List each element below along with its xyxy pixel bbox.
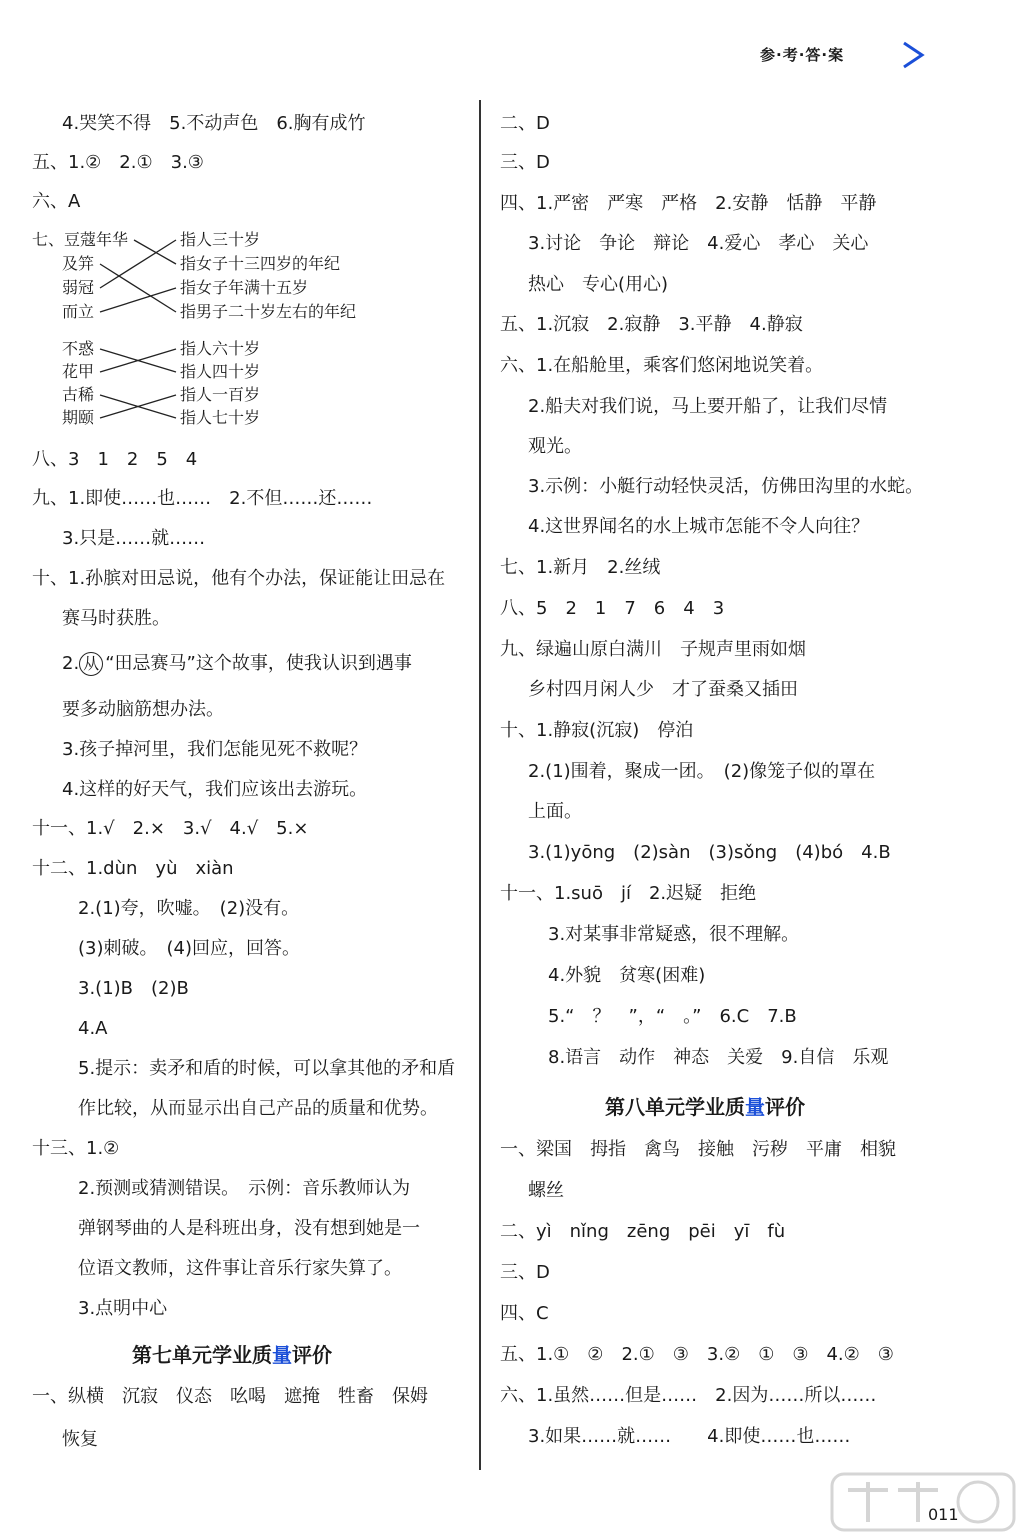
- answer-line: 九、绿遍山原白满川 子规声里雨如烟: [500, 639, 806, 660]
- match-left-item: 弱冠: [62, 278, 95, 297]
- answer-line: 5.提示：卖矛和盾的时候，可以拿其他的矛和盾: [78, 1058, 456, 1079]
- answer-line: 2.(1)围着，聚成一团。 (2)像笼子似的罩在: [528, 761, 876, 782]
- match-left-item: 期颐: [62, 408, 95, 427]
- answer-line: 4.A: [78, 1018, 108, 1039]
- answer-line: 螺丝: [528, 1180, 564, 1201]
- answer-line: 弹钢琴曲的人是科班出身，没有想到她是一: [78, 1218, 420, 1239]
- answer-line: 8.语言 动作 神态 关爱 9.自信 乐观: [548, 1047, 889, 1068]
- answer-line: 观光。: [528, 436, 582, 457]
- answer-line: 上面。: [528, 801, 582, 822]
- answer-line: 3.(1)B (2)B: [78, 978, 189, 999]
- answer-line: 八、3 1 2 5 4: [32, 449, 198, 470]
- match-right-item: 指女子年满十五岁: [180, 278, 309, 297]
- answer-line: 十一、1.√ 2.× 3.√ 4.√ 5.×: [32, 818, 309, 839]
- section-title: 第七单元学业质量评价: [132, 1343, 332, 1367]
- answer-line: 十一、1.suō jí 2.迟疑 拒绝: [500, 883, 757, 904]
- answer-line: 3.(1)yōng (2)sàn (3)sǒng (4)bó 4.B: [528, 842, 891, 863]
- answer-line: 3.点明中心: [78, 1298, 168, 1319]
- answer-line: 5.“ ？ ”，“ 。” 6.C 7.B: [548, 1006, 797, 1027]
- answer-line: 一、梁国 拇指 禽鸟 接触 污秽 平庸 相貌: [500, 1139, 896, 1160]
- match-right-item: 指男子二十岁左右的年纪: [180, 302, 357, 321]
- answer-line: 赛马时获胜。: [62, 608, 170, 629]
- answer-line: 乡村四月闲人少 才了蚕桑又插田: [528, 679, 798, 700]
- answer-line: 五、1.② 2.① 3.③: [32, 152, 204, 173]
- answer-line: 3.对某事非常疑惑，很不理解。: [548, 924, 800, 945]
- watermark-logo: [828, 1470, 1018, 1534]
- answer-line: 七、1.新月 2.丝绒: [500, 557, 661, 578]
- page-number: 011: [928, 1505, 959, 1524]
- match-left-item: 而立: [62, 302, 95, 321]
- answer-line: 二、D: [500, 113, 550, 134]
- answer-line: 二、yì nǐng zēng pēi yī fù: [500, 1221, 786, 1242]
- match-left-item: 不惑: [62, 339, 95, 358]
- answer-line: 五、1.沉寂 2.寂静 3.平静 4.静寂: [500, 314, 803, 335]
- answer-line: 作比较，从而显示出自己产品的质量和优势。: [78, 1098, 438, 1119]
- answer-line: 六、1.在船舱里，乘客们悠闲地说笑着。: [500, 355, 824, 376]
- answer-line: 六、A: [32, 191, 81, 212]
- answer-line: 3.孩子掉河里，我们怎能见死不救呢？: [62, 739, 368, 760]
- match-right-item: 指人四十岁: [180, 362, 261, 381]
- answer-line: 十、1.静寂(沉寂) 停泊: [500, 720, 694, 741]
- match-right-item: 指人三十岁: [180, 230, 261, 249]
- match-right-item: 指女子十三四岁的年纪: [180, 254, 341, 273]
- answer-line: 三、D: [500, 1262, 550, 1283]
- answer-line: 2. 从 “田忌赛马”这个故事，使我认识到遇事: [62, 653, 412, 674]
- answer-line: 热心 专心(用心): [528, 274, 669, 295]
- answer-line: 2.(1)夸，吹嘘。 (2)没有。: [78, 898, 300, 919]
- header-title: 参·考·答·案: [760, 46, 845, 64]
- match-left-item: 及笄: [62, 254, 95, 273]
- answer-line: 2.船夫对我们说，马上要开船了，让我们尽情: [528, 396, 888, 417]
- answer-line: 3.示例：小艇行动轻快灵活，仿佛田沟里的水蛇。: [528, 476, 924, 497]
- match-left-item: 七、豆蔻年华: [32, 230, 129, 249]
- match-left-item: 花甲: [62, 362, 95, 381]
- answer-line: 4.这样的好天气，我们应该出去游玩。: [62, 779, 368, 800]
- match-right-item: 指人一百岁: [180, 385, 261, 404]
- answer-line: 六、1.虽然……但是…… 2.因为……所以……: [500, 1385, 877, 1406]
- matching-lines: [0, 0, 480, 440]
- answer-line: 4.外貌 贫寒(困难): [548, 965, 706, 986]
- answer-line: 三、D: [500, 152, 550, 173]
- match-right-item: 指人七十岁: [180, 408, 261, 427]
- answer-line: 恢复: [62, 1429, 98, 1450]
- answer-line: 3.如果……就…… 4.即使……也……: [528, 1426, 851, 1447]
- circled-char: 从: [79, 652, 103, 676]
- answer-line: 九、1.即使……也…… 2.不但……还……: [32, 488, 373, 509]
- answer-line: 十二、1.dùn yù xiàn: [32, 858, 234, 879]
- match-left-item: 古稀: [62, 385, 95, 404]
- answer-line: 十三、1.②: [32, 1138, 120, 1159]
- answer-line: (3)刺破。 (4)回应，回答。: [78, 938, 300, 959]
- answer-line: 十、1.孙膑对田忌说，他有个办法，保证能让田忌在: [32, 568, 446, 589]
- answer-line: 3.只是……就……: [62, 528, 206, 549]
- answer-line: 四、C: [500, 1303, 549, 1324]
- section-title: 第八单元学业质量评价: [605, 1095, 805, 1119]
- answer-line: 4.哭笑不得 5.不动声色 6.胸有成竹: [62, 113, 366, 134]
- answer-line: 四、1.严密 严寒 严格 2.安静 恬静 平静: [500, 193, 877, 214]
- answer-line: 一、纵横 沉寂 仪态 吆喝 遮掩 牲畜 保姆: [32, 1386, 428, 1407]
- answer-line: 要多动脑筋想办法。: [62, 699, 224, 720]
- answer-line: 4.这世界闻名的水上城市怎能不令人向往？: [528, 516, 870, 537]
- match-right-item: 指人六十岁: [180, 339, 261, 358]
- chevron-right-icon: [898, 40, 928, 70]
- answer-line: 3.讨论 争论 辩论 4.爱心 孝心 关心: [528, 233, 869, 254]
- answer-line: 八、5 2 1 7 6 4 3: [500, 598, 725, 619]
- answer-line: 五、1.① ② 2.① ③ 3.② ① ③ 4.② ③: [500, 1344, 894, 1365]
- answer-line: 位语文教师，这件事让音乐行家失算了。: [78, 1258, 402, 1279]
- answer-line: 2.预测或猜测错误。 示例：音乐教师认为: [78, 1178, 411, 1199]
